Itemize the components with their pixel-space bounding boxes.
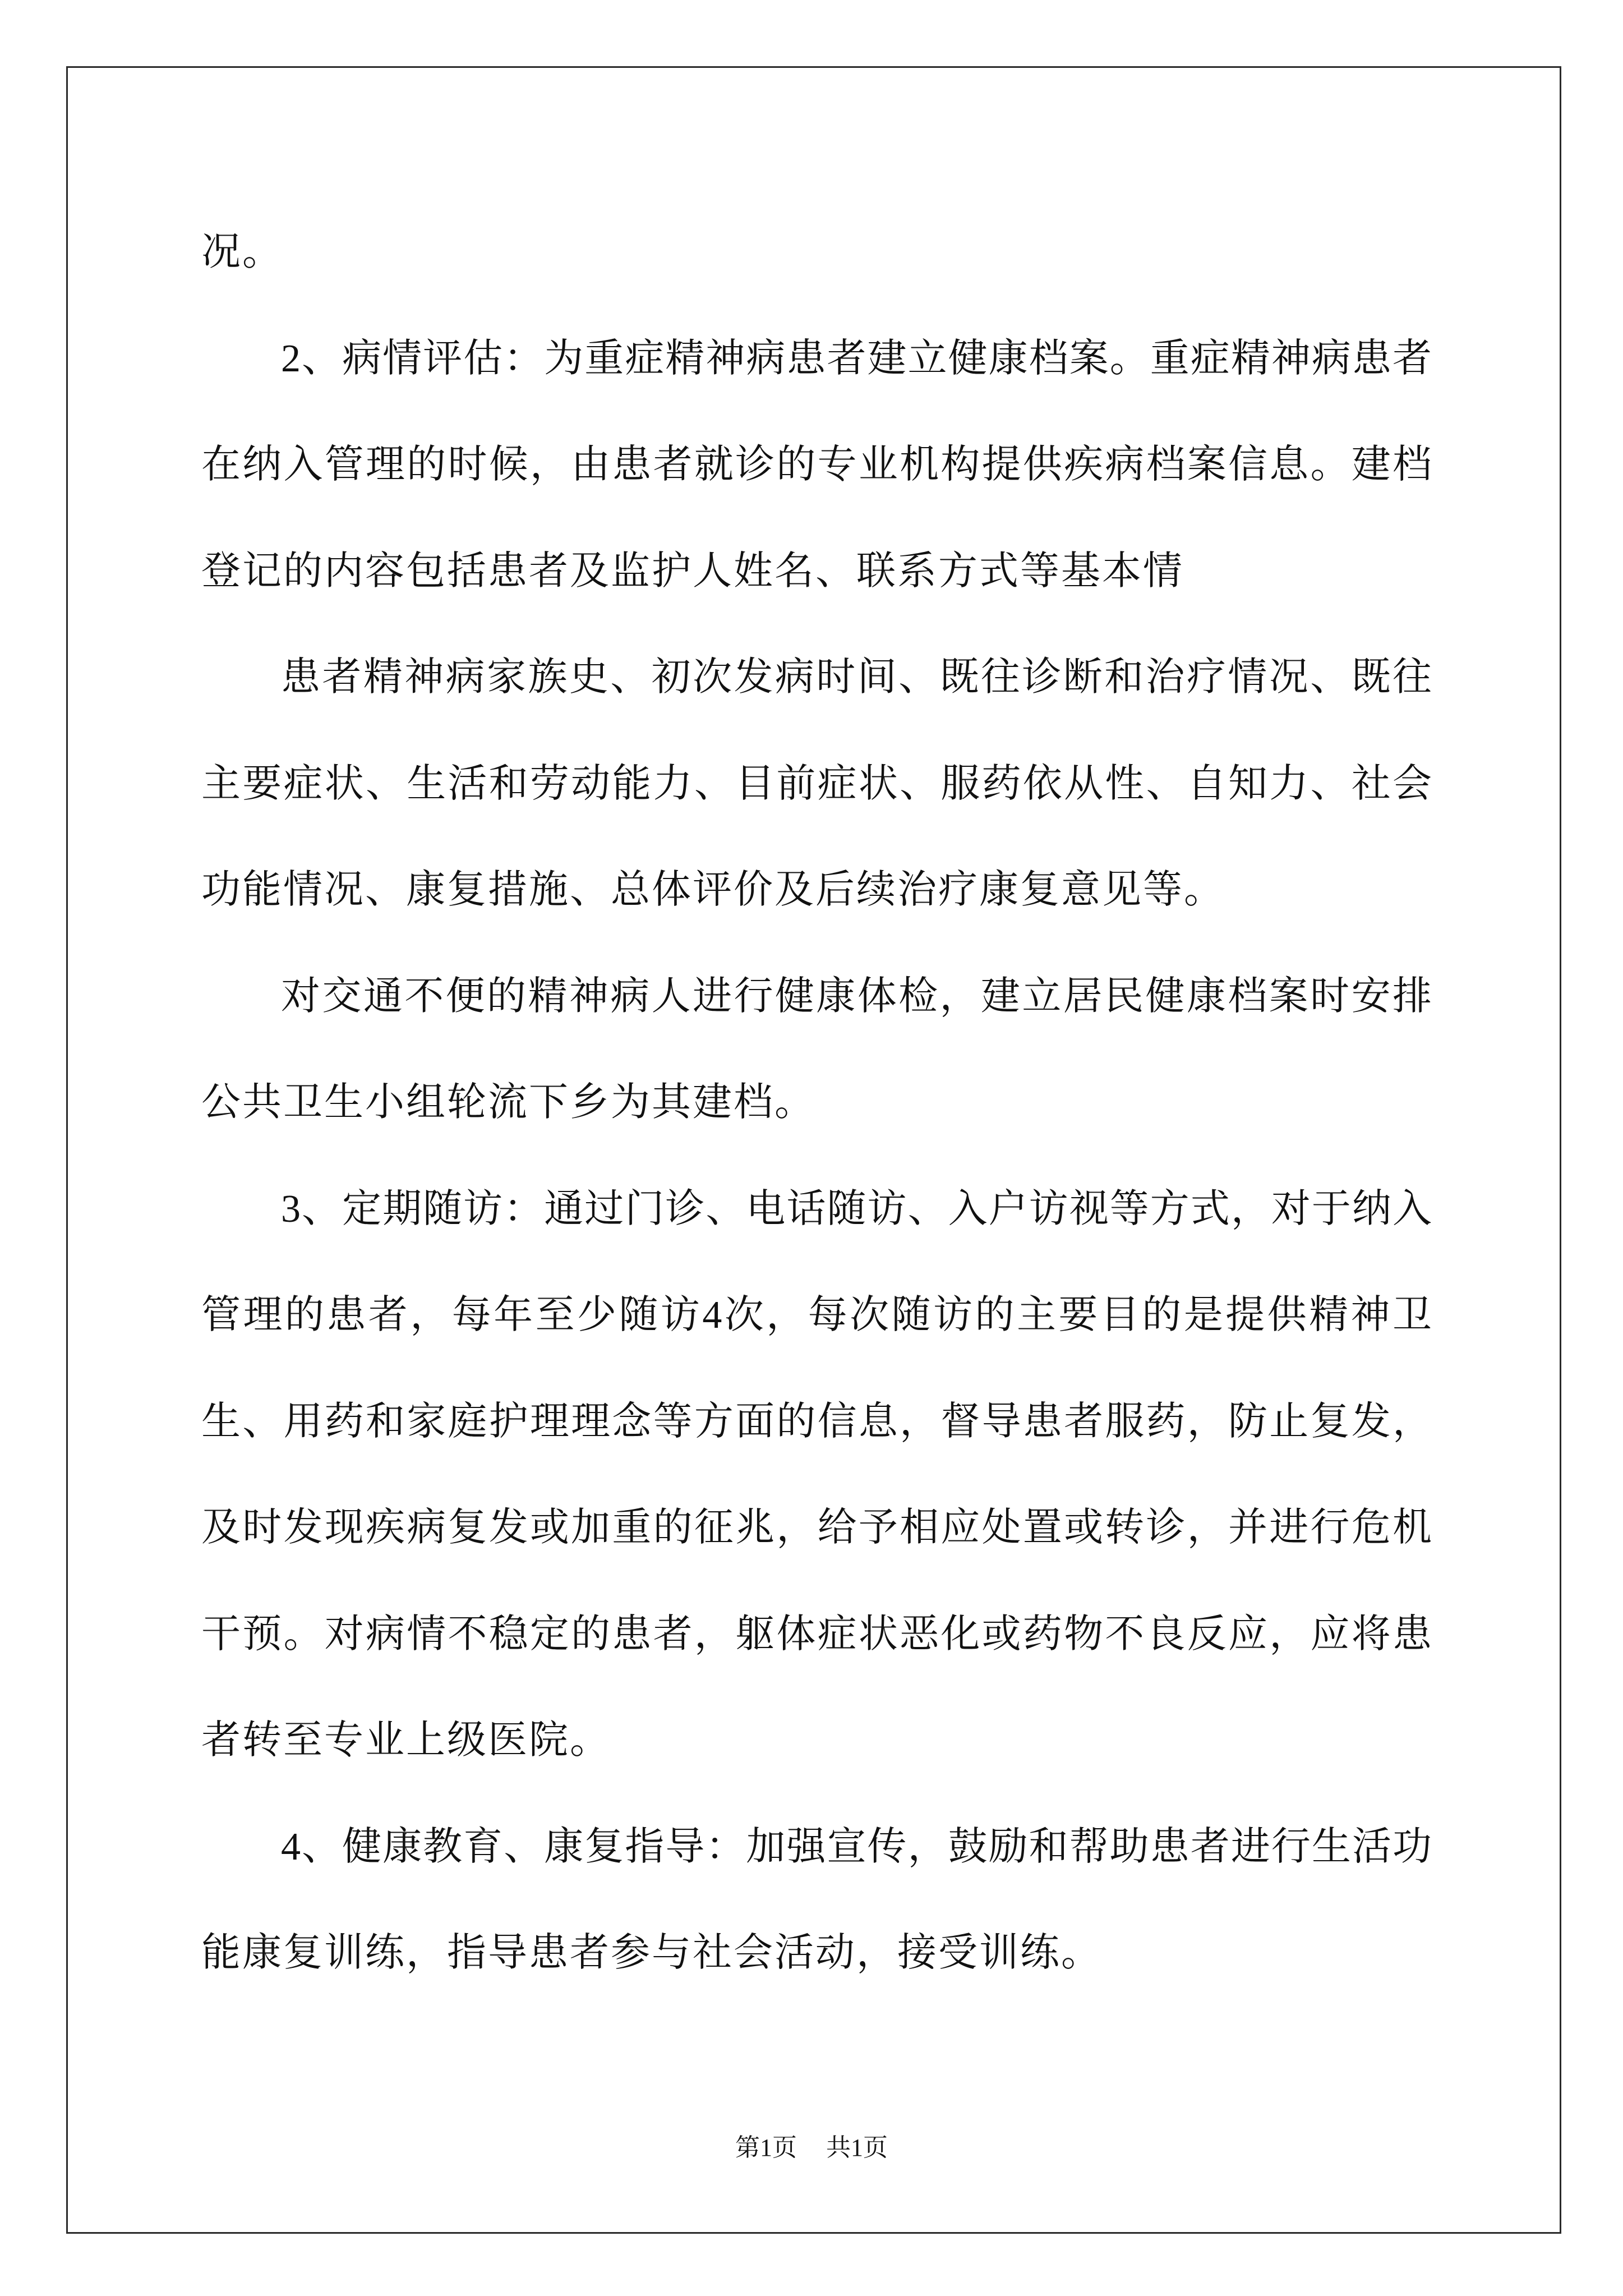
text-line-content: 主要症状、生活和劳动能力、目前症状、服药依从性、自知力、社会 bbox=[201, 762, 1434, 806]
text-line bbox=[201, 412, 1432, 518]
text-line-content: 公共卫生小组轮流下乡为其建档。 bbox=[201, 1081, 815, 1124]
text-line bbox=[201, 1050, 1432, 1156]
text-line-content: 对交通不便的精神病人进行健康体检，建立居民健康档案时安排 bbox=[281, 974, 1434, 1018]
text-line-content: 功能情况、康复措施、总体评价及后续治疗康复意见等。 bbox=[201, 868, 1225, 912]
text-line-content: 及时发现疾病复发或加重的征兆，给予相应处置或转诊，并进行危机 bbox=[201, 1506, 1434, 1549]
text-line bbox=[201, 837, 1432, 944]
text-line bbox=[201, 1475, 1432, 1581]
text-line-content: 况。 bbox=[201, 231, 283, 274]
text-line bbox=[201, 1369, 1432, 1475]
text-line bbox=[201, 1581, 1432, 1688]
page-total: 共1页 bbox=[826, 2134, 888, 2161]
text-line-content: 登记的内容包括患者及监护人姓名、联系方式等基本情 bbox=[201, 549, 1184, 593]
text-line-content: 4、健康教育、康复指导：加强宣传，鼓励和帮助患者进行生活功 bbox=[281, 1825, 1433, 1869]
text-line-content: 2、病情评估：为重症精神病患者建立健康档案。重症精神病患者 bbox=[281, 337, 1433, 380]
text-line bbox=[201, 624, 1432, 731]
text-line-content: 干预。对病情不稳定的患者，躯体症状恶化或药物不良反应，应将患 bbox=[201, 1612, 1434, 1656]
text-line bbox=[201, 306, 1432, 412]
document-body bbox=[201, 199, 1435, 2007]
paragraph bbox=[201, 306, 1432, 625]
text-line-content: 生、用药和家庭护理理念等方面的信息，督导患者服药，防止复发， bbox=[201, 1400, 1434, 1443]
text-line-content: 3、定期随访：通过门诊、电话随访、入户访视等方式，对于纳入 bbox=[281, 1187, 1433, 1231]
text-line-content: 能康复训练，指导患者参与社会活动，接受训练。 bbox=[201, 1931, 1102, 1975]
text-line bbox=[201, 944, 1432, 1050]
text-line bbox=[201, 518, 1432, 625]
text-line-content: 者转至专业上级医院。 bbox=[201, 1719, 611, 1762]
text-line-content: 在纳入管理的时候，由患者就诊的专业机构提供疾病档案信息。建档 bbox=[201, 443, 1434, 486]
text-line-content: 管理的患者，每年至少随访4次，每次随访的主要目的是提供精神卫 bbox=[201, 1294, 1435, 1337]
text-line bbox=[201, 1794, 1432, 1901]
paragraph bbox=[201, 944, 1432, 1156]
text-line bbox=[201, 1687, 1432, 1794]
paragraph bbox=[201, 199, 1432, 306]
text-line bbox=[201, 1156, 1432, 1263]
paragraph bbox=[201, 1156, 1435, 1794]
text-line-content: 患者精神病家族史、初次发病时间、既往诊断和治疗情况、既往 bbox=[281, 656, 1434, 699]
text-line bbox=[201, 1262, 1435, 1369]
page-number: 第1页 bbox=[735, 2134, 797, 2161]
paragraph bbox=[201, 1794, 1432, 2007]
text-line bbox=[201, 1900, 1432, 2007]
page-footer bbox=[0, 2131, 1623, 2165]
text-line bbox=[201, 199, 1432, 306]
paragraph bbox=[201, 624, 1432, 944]
text-line bbox=[201, 731, 1432, 838]
